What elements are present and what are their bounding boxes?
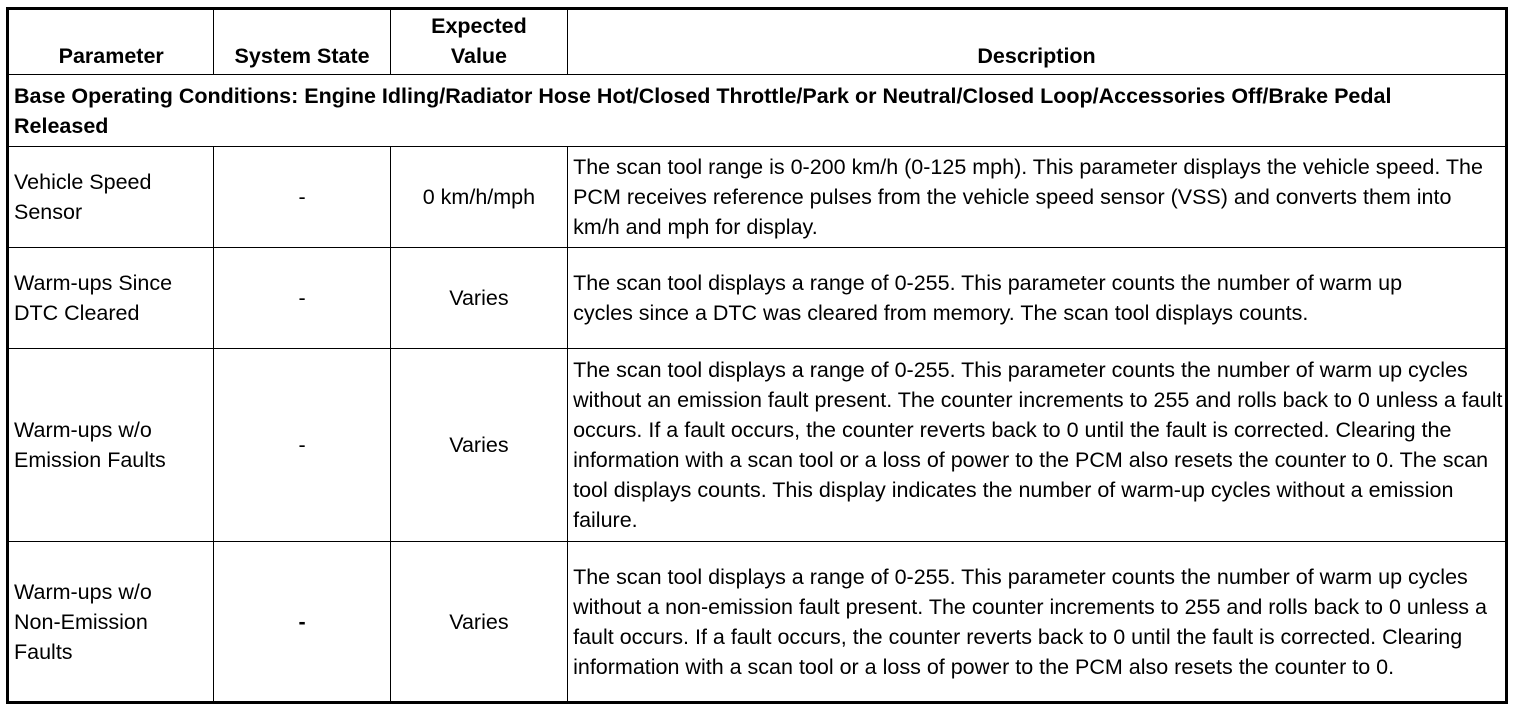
expected-value-cell: Varies — [390, 248, 567, 349]
expected-value-cell: Varies — [390, 349, 567, 542]
description-cell: The scan tool range is 0-200 km/h (0-125 mph). This parameter displays the vehicle speed. The PCM receives reference pulses from the vehicle speed sensor (VSS) and converts them into km/h and mph for display. — [568, 147, 1507, 248]
parameter-cell: Warm-ups w/o Non-Emission Faults — [8, 542, 214, 703]
header-expected-value: Expected Value — [390, 9, 567, 75]
parameter-table — [6, 7, 1508, 704]
parameter-cell: Warm-ups w/o Emission Faults — [8, 349, 214, 542]
system-state-cell: - — [214, 147, 390, 248]
base-conditions-text: Base Operating Conditions: Engine Idling/Radiator Hose Hot/Closed Throttle/Park or Neutral/Closed Loop/Accessories Off/Brake Pedal Released — [8, 75, 1507, 147]
system-state-cell: - — [214, 542, 390, 703]
header-description: Description — [568, 9, 1507, 75]
expected-value-cell: 0 km/h/mph — [390, 147, 567, 248]
system-state-cell: - — [214, 349, 390, 542]
description-cell: The scan tool displays a range of 0-255. This parameter counts the number of warm up cycles without a non-emission fault present. The counter increments to 255 and rolls back to 0 unless a fault occurs. If a fault occurs, the counter reverts back to 0 until the fault is corrected. Clearing information with a scan tool or a loss of power to the PCM also resets the counter to 0. — [568, 542, 1507, 703]
system-state-cell: - — [214, 248, 390, 349]
parameter-cell: Vehicle Speed Sensor — [8, 147, 214, 248]
expected-value-cell: Varies — [390, 542, 567, 703]
table-header-row — [8, 9, 1507, 75]
table-row — [8, 248, 1507, 349]
description-cell: The scan tool displays a range of 0-255. This parameter counts the number of warm up cycles since a DTC was cleared from memory. The scan tool displays counts. — [568, 248, 1507, 349]
description-cell: The scan tool displays a range of 0-255. This parameter counts the number of warm up cycles without an emission fault present. The counter increments to 255 and rolls back to 0 unless a fault occurs. If a fault occurs, the counter reverts back to 0 until the fault is corrected. Clearing the information with a scan tool or a loss of power to the PCM also resets the counter to 0. The scan tool displays counts. This display indicates the number of warm-up cycles without a emission failure. — [568, 349, 1507, 542]
header-parameter: Parameter — [8, 9, 214, 75]
base-conditions-row — [8, 75, 1507, 147]
table-row — [8, 349, 1507, 542]
table-row — [8, 542, 1507, 703]
header-system-state: System State — [214, 9, 390, 75]
table-row — [8, 147, 1507, 248]
parameter-cell: Warm-ups Since DTC Cleared — [8, 248, 214, 349]
